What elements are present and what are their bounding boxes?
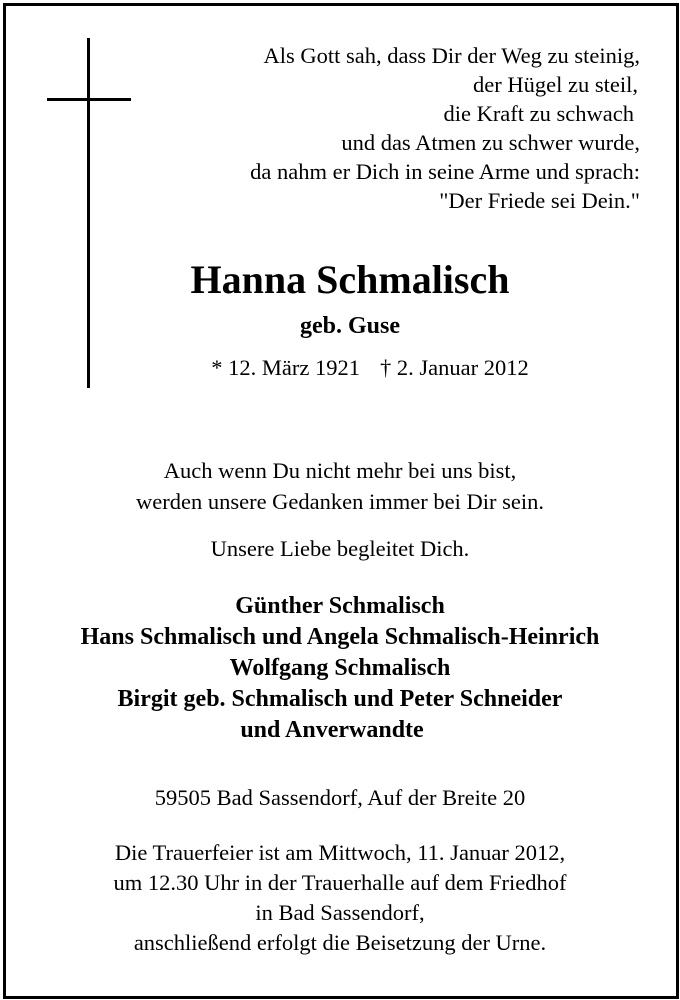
poem-line: da nahm er Dich in seine Arme und sprach: (250, 159, 640, 184)
address: 59505 Bad Sassendorf, Auf der Breite 20 (154, 785, 526, 810)
mourner-line: Günther Schmalisch (235, 593, 445, 619)
poem-line: Als Gott sah, dass Dir der Weg zu steinig, (263, 43, 640, 68)
funeral-line: Die Trauerfeier ist am Mittwoch, 11. Januar 2012, (114, 840, 566, 865)
mourner-line: und Anverwandte (240, 717, 424, 743)
memorial-line: Auch wenn Du nicht mehr bei uns bist, (163, 458, 517, 483)
poem-line: "Der Friede sei Dein." (439, 188, 640, 213)
deceased-name: Hanna Schmalisch (190, 257, 510, 302)
mourner-line: Wolfgang Schmalisch (229, 655, 451, 681)
poem-line: und das Atmen zu schwer wurde, (341, 130, 640, 155)
memorial-line: werden unsere Gedanken immer bei Dir sein. (136, 489, 544, 514)
cross-horizontal-bar (47, 98, 131, 101)
funeral-line: in Bad Sassendorf, (255, 900, 425, 925)
poem-line: der Hügel zu steil, (473, 72, 638, 97)
love-line: Unsere Liebe begleitet Dich. (210, 536, 470, 561)
funeral-line: um 12.30 Uhr in der Trauerhalle auf dem Friedhof (113, 870, 567, 895)
poem (140, 41, 640, 215)
mourner-line: Hans Schmalisch und Angela Schmalisch-Heinrich (80, 624, 600, 650)
maiden-name: geb. Guse (299, 313, 400, 339)
birth-date: * 12. März 1921 (211, 355, 360, 380)
life-dates (0, 353, 680, 383)
funeral-line: anschließend erfolgt die Beisetzung der Urne. (133, 930, 547, 955)
poem-line: die Kraft zu schwach (443, 101, 634, 126)
mourners-list (0, 591, 680, 746)
death-date: † 2. Januar 2012 (380, 355, 529, 380)
mourner-line: Birgit geb. Schmalisch und Peter Schneider (117, 686, 563, 712)
